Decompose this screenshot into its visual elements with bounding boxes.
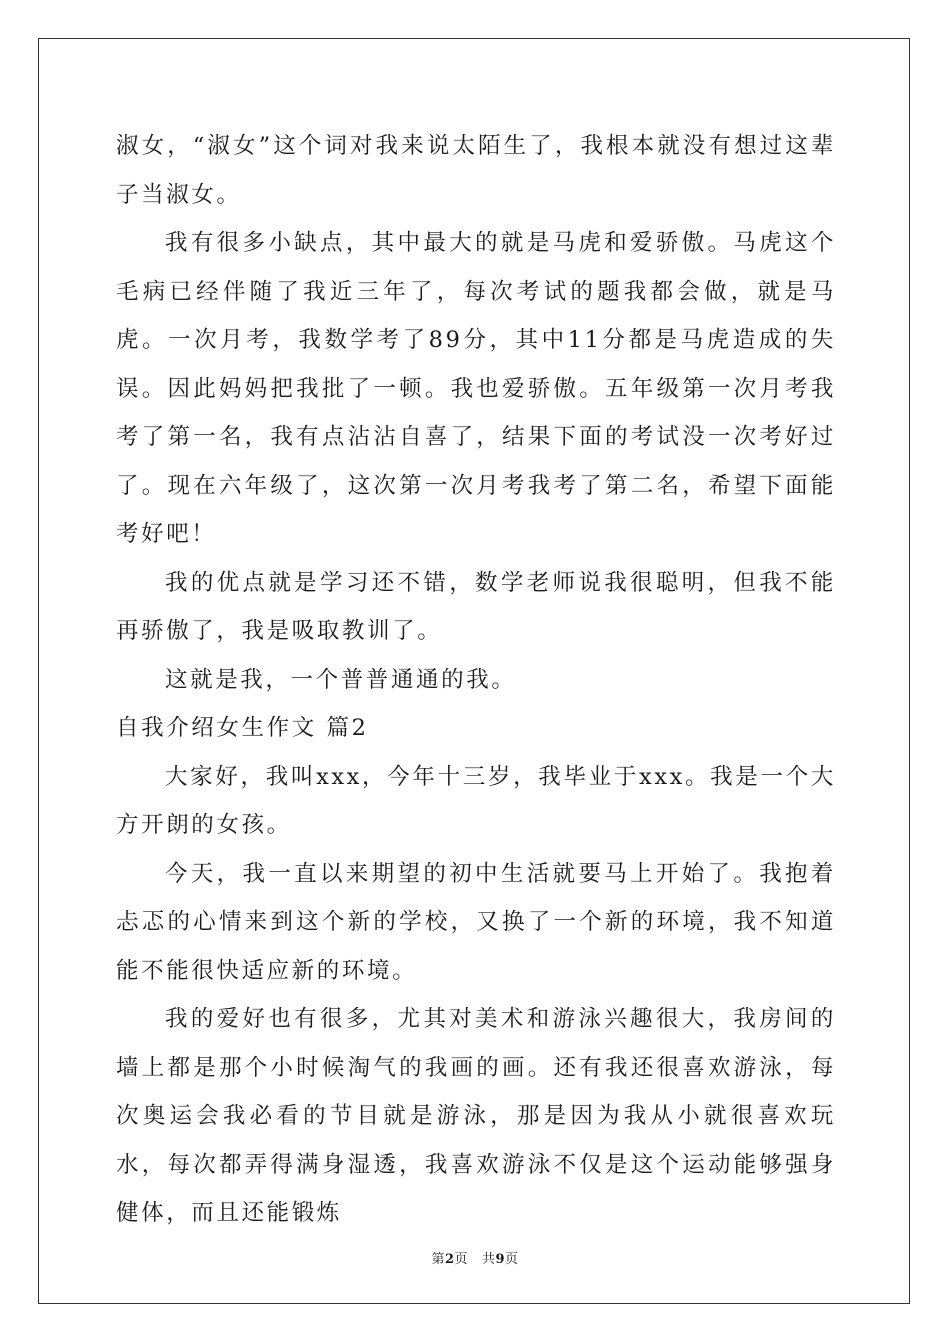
- paragraph: 我的优点就是学习还不错，数学老师说我很聪明，但我不能再骄傲了，我是吸取教训了。: [116, 569, 836, 644]
- document-body: [116, 122, 836, 1238]
- total-prefix: 共: [481, 1252, 496, 1267]
- paragraph: 这就是我，一个普普通通的我。: [165, 666, 517, 693]
- page-footer: [0, 1248, 950, 1267]
- page-suffix: 页: [454, 1252, 469, 1267]
- paragraph: 淑女，“淑女”这个词对我来说太陌生了，我根本就没有想过这辈子当淑女。: [116, 133, 836, 208]
- page-prefix: 第: [431, 1252, 445, 1267]
- paragraph: 我有很多小缺点，其中最大的就是马虎和爱骄傲。马虎这个毛病已经伴随了我近三年了，每次考试的题我都会做，就是马虎。一次月考，我数学考了89分，其中11分都是马虎造成的失误。因此妈妈把我批了一顿。我也爱骄傲。五年级第一次月考我考了第一名，我有点沾沾自喜了，结果下面的考试没一次考好过了。现在六年级了，这次第一次月考我考了第二名，希望下面能考好吧！: [116, 230, 836, 547]
- paragraph: 我的爱好也有很多，尤其对美术和游泳兴趣很大，我房间的墙上都是那个小时候淘气的我画的画。还有我还很喜欢游泳，每次奥运会我必看的节目就是游泳，那是因为我从小就很喜欢玩水，每次都弄得满身湿透，我喜欢游泳不仅是这个运动能够强身健体，而且还能锻炼: [116, 1006, 836, 1226]
- total-suffix: 页: [505, 1252, 519, 1267]
- total-pages: 9: [495, 1252, 506, 1267]
- paragraph: 今天，我一直以来期望的初中生活就要马上开始了。我抱着忐忑的心情来到这个新的学校，又换了一个新的环境，我不知道能不能很快适应新的环境。: [116, 860, 836, 984]
- paragraph: 大家好，我叫xxx，今年十三岁，我毕业于xxx。我是一个大方开朗的女孩。: [116, 763, 836, 838]
- section-heading: 自我介绍女生作文 篇2: [116, 715, 369, 741]
- page-number: 2: [444, 1252, 455, 1267]
